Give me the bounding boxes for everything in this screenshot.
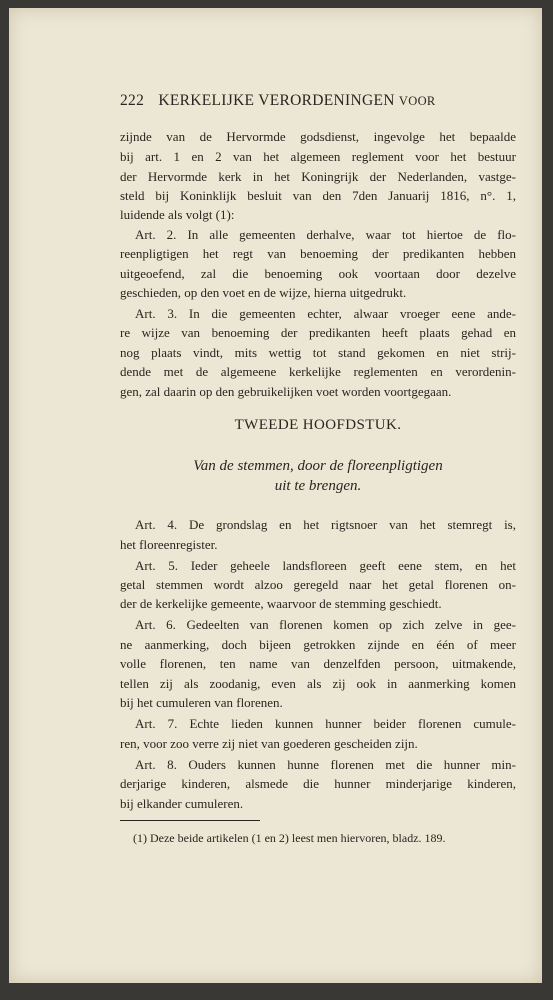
text-line: Art. 5. Ieder geheele landsfloreen geeft eene stem, en het: [135, 558, 516, 573]
section-subheading: Van de stemmen, door de floreenpligtigen: [193, 458, 443, 474]
text-line: re wijze van benoeming der predikanten heeft plaats gehad en: [120, 325, 516, 340]
footnote-divider: [120, 820, 260, 821]
text-line: nog plaats vindt, mits wettig tot stand gekomen en niet strij-: [120, 345, 516, 360]
text-line: bij het cumuleren van florenen.: [120, 695, 283, 710]
text-line: tellen zij als zoodanig, even als zij ook in aanmerking komen: [120, 676, 516, 691]
text-line: der Hervormde kerk in het Koningrijk der Nederlanden, vastge-: [120, 169, 516, 184]
running-header: [120, 92, 516, 110]
text-line: Art. 8. Ouders kunnen hunne florenen met die hunner min-: [135, 757, 516, 772]
text-line: zijnde van de Hervormde godsdienst, ingevolge het bepaalde: [120, 129, 516, 144]
page-number: 222: [120, 92, 145, 109]
text-line: Art. 3. In die gemeenten echter, alwaar vroeger eene ande-: [135, 306, 516, 321]
text-line: het floreenregister.: [120, 537, 218, 552]
text-line: Art. 4. De grondslag en het rigtsnoer van het stemregt is,: [135, 517, 516, 532]
text-line: ne aanmerking, doch bijeen getrokken zijnde en één of meer: [120, 637, 516, 652]
section-subheading: uit te brengen.: [274, 478, 362, 494]
text-line: getal stemmen wordt alzoo geregeld naar het getal florenen on-: [120, 577, 516, 592]
text-line: geschieden, op den voet en de wijze, hierna uitgedrukt.: [120, 285, 407, 300]
running-title: KERKELIJKE VERORDENINGEN: [158, 92, 395, 109]
text-line: bij art. 1 en 2 van het algemeen reglement voor het bestuur: [120, 149, 516, 164]
text-line: volle florenen, ten name van denzelfden persoon, uitmakende,: [120, 656, 516, 671]
text-line: Art. 6. Gedeelten van florenen komen op zich zelve in gee-: [135, 617, 516, 632]
text-line: bij elkander cumuleren.: [120, 796, 244, 811]
text-line: derjarige kinderen, alsmede die hunner minderjarige kinderen,: [120, 776, 516, 791]
text-line: luidende als volgt (1):: [120, 207, 235, 222]
footnote: (1) Deze beide artikelen (1 en 2) leest men hiervoren, bladz. 189.: [133, 831, 446, 845]
text-line: gen, zal daarin op den gebruikelijken voet worden voortgegaan.: [120, 384, 452, 399]
text-line: uitgeoefend, zal die benoeming ook voortaan door dezelve: [120, 266, 516, 281]
text-line: der de kerkelijke gemeente, waarvoor de stemming geschiedt.: [120, 596, 442, 611]
chapter-heading: TWEEDE HOOFDSTUK.: [234, 417, 402, 433]
running-title-small: VOOR: [398, 94, 436, 108]
text-line: Art. 2. In alle gemeenten derhalve, waar tot hiertoe de flo-: [135, 227, 516, 242]
text-line: reenpligtigen het regt van benoeming der predikanten hebben: [120, 246, 516, 261]
text-line: steld bij Koninklijk besluit van den 7den Januarij 1816, n°. 1,: [120, 188, 516, 203]
text-line: dende met de algemeene kerkelijke reglementen en verordenin-: [120, 364, 516, 379]
text-line: Art. 7. Echte lieden kunnen hunner beider florenen cumule-: [135, 716, 516, 731]
text-line: ren, voor zoo verre zij niet van goederen gescheiden zijn.: [120, 736, 418, 751]
